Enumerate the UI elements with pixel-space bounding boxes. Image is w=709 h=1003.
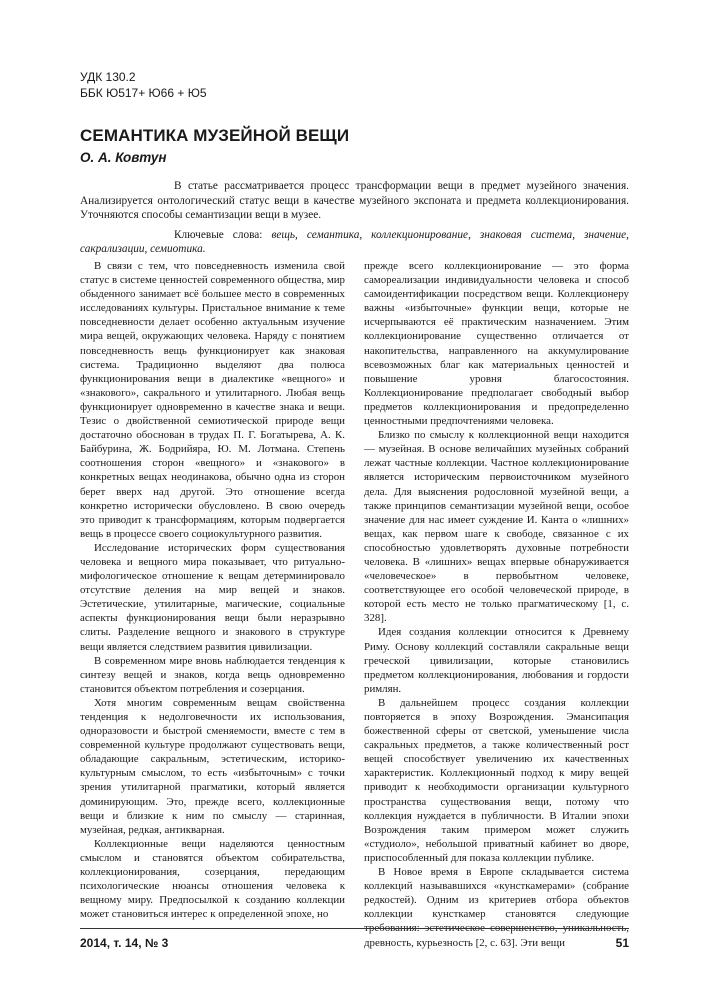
- paragraph: Хотя многим современным вещам свойственна тенденция к недолговечности их использования, одноразовости и быстрой сменяемости, вместе с тем в современной культуре продолжают существовать вещи, обладающие сакральным, эстетическим, историко-культурным смыслом, то есть «избыточным» с точки зрения утилитарной прагматики, который является доминирующим. Это, прежде всего, коллекционные вещи и близкие к ним по смыслу — старинная, музейная, редкая, антикварная.: [80, 696, 345, 836]
- abstract: [80, 179, 629, 257]
- footer-divider: [80, 928, 629, 929]
- paragraph: Коллекционные вещи наделяются ценностным смыслом и становятся объектом собирательства, коллекционирования, созерцания, передающим психологические нюансы отношения человека к вещному миру. Предпосылкой к созданию коллекции может становиться интерес к определенной эпохе, но: [80, 837, 345, 921]
- keywords: [80, 228, 629, 257]
- paragraph: В дальнейшем процесс создания коллекции повторяется в эпоху Возрождения. Эмансипация божественной сферы от светской, уменьшение числа сакральных предметов, а также количественный рост вещей способствует увеличению их качественных характеристик. Коллекционный подход к миру вещей приводит к необходимости организации культурного пространства существования вещи, потому что коллекция нуждается в публичности. В Италии эпохи Возрождения таким примером может служить «студиоло», небольшой приватный кабинет во дворе, приспособленный для показа коллекции публике.: [364, 696, 629, 864]
- paragraph: Близко по смыслу к коллекционной вещи находится — музейная. В основе величайших музейных собраний лежат частные коллекции. Частное коллекционирование является историческим первоисточником музейного дела. Для выяснения родословной музейной вещи, а также принципов семантизации музейной вещи, особое значение для нас имеет суждение И. Канта о «лишних» вещах, как первом шаге к свободе, связанное с их способностью удовлетворять духовные потребности человека. В «лишних» вещах впервые обнаруживается «человеческое» в первобытном человеке, соответствующее его особой человеческой природе, в которой есть место не только прагматическому [1, с. 328].: [364, 429, 629, 625]
- paragraph: В связи с тем, что повседневность изменила свой статус в системе ценностей современного общества, мир обыденного занимает всё большее место в современных исследованиях культуры. Пристальное внимание к теме повседневности делает особенно актуальным изучение мира вещей, окружающих человека. Наряду с понятием повседневность вещь функционирует как знаковая система. Традиционно выделяют два полюса функционирования вещи в диалектике «вещного» и «знакового», сакрального и утилитарного. Любая вещь функционирует одновременно в качестве знака и вещи. Тезис о двойственной семиотической природе вещи достаточно обоснован в трудах П. Г. Богатырева, А. К. Байбурина, Ж. Бодрийяра, Ю. М. Лотмана. Степень соотношения сторон «вещного» и «знакового» в конкретных вещах неодинакова, обычно одна из сторон берет вверх над другой. Это отношение всегда конкретно исторически обусловлено. В свою очередь это приводит к трансформациям, которым подвергается вещь в процессе своего социокультурного развития.: [80, 260, 345, 540]
- udk-code: УДК 130.2: [80, 70, 136, 84]
- keywords-label: Ключевые слова:: [174, 228, 263, 241]
- article-title: СЕМАНТИКА МУЗЕЙНОЙ ВЕЩИ: [80, 126, 350, 145]
- paragraph: В Новое время в Европе складывается система коллекций называвшихся «кунсткамерами» (собрание редкостей). Одним из критериев отбора объектов коллекции кунсткамер становятся следующие требования: эстетическое совершенство, уникальность, древность, курьезность [2, с. 63]. Эти вещи: [364, 866, 629, 949]
- paragraph: В современном мире вновь наблюдается тенденция к синтезу вещей и знаков, когда вещь одновременно становится объектом потребления и созерцания.: [80, 654, 345, 695]
- paragraph: прежде всего коллекционирование — это форма самореализации индивидуальности человека и способ самоидентификации посредством вещи. Коллекционеру важны «избыточные» функции вещи, которые не исчерпываются её практическим назначением. Этим коллекционирование существенно отличается от накопительства, направленного на аккумулирование всевозможных благ как материальных ценностей и повышение уровня благосостояния. Коллекционирование предполагает свободный выбор предметов коллекционирования и предопределенно ценностными предпочтениями человека.: [364, 260, 629, 428]
- body-column-left: [80, 259, 345, 921]
- paragraph: Идея создания коллекции относится к Древнему Риму. Основу коллекций составляли сакральные вещи греческой цивилизации, которые становились предметом коллекционирования, любования и гордости римлян.: [364, 626, 629, 695]
- journal-issue: 2014, т. 14, № 3: [80, 936, 169, 950]
- classification-codes: [80, 69, 207, 101]
- body-column-right: [364, 259, 629, 950]
- abstract-text: В статье рассматривается процесс трансформации вещи в предмет музейного значения. Анализируется онтологический статус вещи в качестве музейного экспоната и предмета коллекционирования. Уточняются способы семантизации вещи в музее.: [80, 180, 629, 222]
- bbk-code: ББК Ю517+ Ю66 + Ю5: [80, 86, 207, 100]
- article-author: О. А. Ковтун: [80, 150, 167, 165]
- page-number: 51: [615, 936, 629, 950]
- keywords-list: вещь, семантика, коллекционирование, знаковая система, значение, сакрализации, семиотика.: [80, 228, 630, 256]
- paragraph: Исследование исторических форм существования человека и вещного мира показывает, что ритуально-мифологическое отношение к вещам детерминировало отсутствие деления на мир вещей и знаков. Эстетические, утилитарные, магические, социальные аспекты функционирования вещи были неразрывно слиты. Разделение вещного и знакового в структуре вещи является следствием развития цивилизации.: [80, 541, 345, 653]
